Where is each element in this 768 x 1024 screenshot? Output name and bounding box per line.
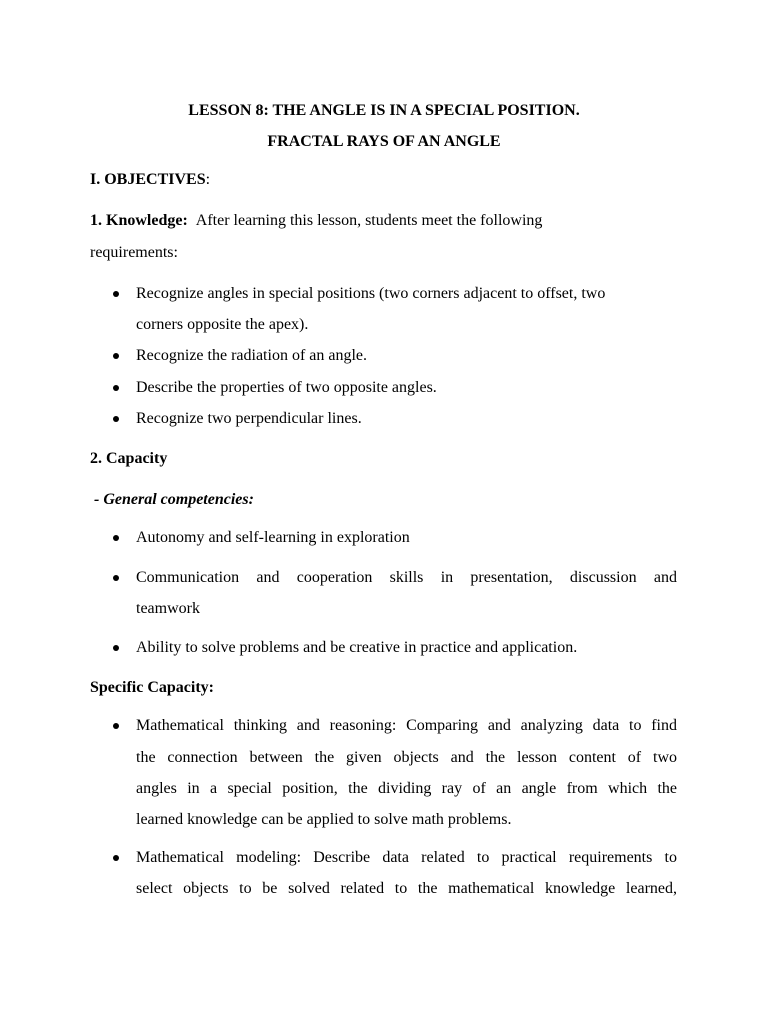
knowledge-text: After learning this lesson, students meet the following: [195, 212, 543, 229]
bullet-dot: [113, 385, 119, 391]
specific-bullet-2-line-1-wrap: [136, 848, 677, 868]
knowledge-bullet-2: Recognize the radiation of an angle.: [136, 347, 368, 364]
capacity-heading: 2. Capacity: [90, 450, 168, 467]
bullet-dot: [113, 416, 119, 422]
lesson-title-line-2: FRACTAL RAYS OF AN ANGLE: [267, 133, 501, 150]
objectives-heading: [90, 170, 210, 190]
objectives-heading-colon: :: [205, 171, 211, 188]
bullet-dot: [113, 353, 119, 359]
bullet-dot: [113, 723, 119, 729]
specific-bullet-1-line-2-wrap: [136, 748, 677, 768]
specific-bullet-1-line-3-wrap: [136, 779, 677, 799]
knowledge-label: 1. Knowledge:: [90, 212, 188, 229]
knowledge-bullet-4: Recognize two perpendicular lines.: [136, 410, 362, 427]
bullet-dot: [113, 535, 119, 541]
specific-bullet-2-line-1: Mathematical modeling: Describe data related to practical requirements to: [136, 849, 677, 866]
specific-bullet-1-line-2: the connection between the given objects and the lesson content of two: [136, 749, 677, 766]
bullet-dot: [113, 575, 119, 581]
general-competencies-label: - General competencies:: [94, 491, 254, 508]
knowledge-bullet-3: Describe the properties of two opposite angles.: [136, 379, 437, 396]
specific-bullet-1-line-3: angles in a special position, the dividing ray of an angle from which the: [136, 780, 677, 797]
knowledge-bullet-1-line-1: Recognize angles in special positions (two corners adjacent to offset, two: [136, 285, 606, 302]
bullet-dot: [113, 291, 119, 297]
objectives-heading-text: I. OBJECTIVES: [90, 171, 206, 188]
specific-capacity-heading: Specific Capacity:: [90, 679, 214, 696]
knowledge-bullet-1-line-2: corners opposite the apex).: [136, 316, 309, 333]
bullet-dot: [113, 855, 119, 861]
specific-bullet-1-line-1-wrap: [136, 716, 677, 736]
lesson-title-line-1: LESSON 8: THE ANGLE IS IN A SPECIAL POSITION.: [188, 102, 580, 119]
general-bullet-3: Ability to solve problems and be creative in practice and application.: [136, 639, 578, 656]
specific-bullet-1-line-1: Mathematical thinking and reasoning: Comparing and analyzing data to find: [136, 717, 677, 734]
knowledge-paragraph-line-2: requirements:: [90, 244, 178, 261]
general-bullet-2-line-2: teamwork: [136, 600, 200, 617]
general-bullet-1: Autonomy and self-learning in exploration: [136, 529, 410, 546]
specific-bullet-2-line-2-wrap: [136, 879, 677, 899]
general-bullet-2-line-1: Communication and cooperation skills in presentation, discussion and: [136, 569, 677, 586]
general-bullet-2: [136, 568, 677, 588]
specific-bullet-1-line-4: learned knowledge can be applied to solve math problems.: [136, 811, 512, 828]
specific-bullet-2-line-2: select objects to be solved related to the mathematical knowledge learned,: [136, 880, 677, 897]
knowledge-paragraph-line-1: [90, 211, 542, 231]
bullet-dot: [113, 645, 119, 651]
